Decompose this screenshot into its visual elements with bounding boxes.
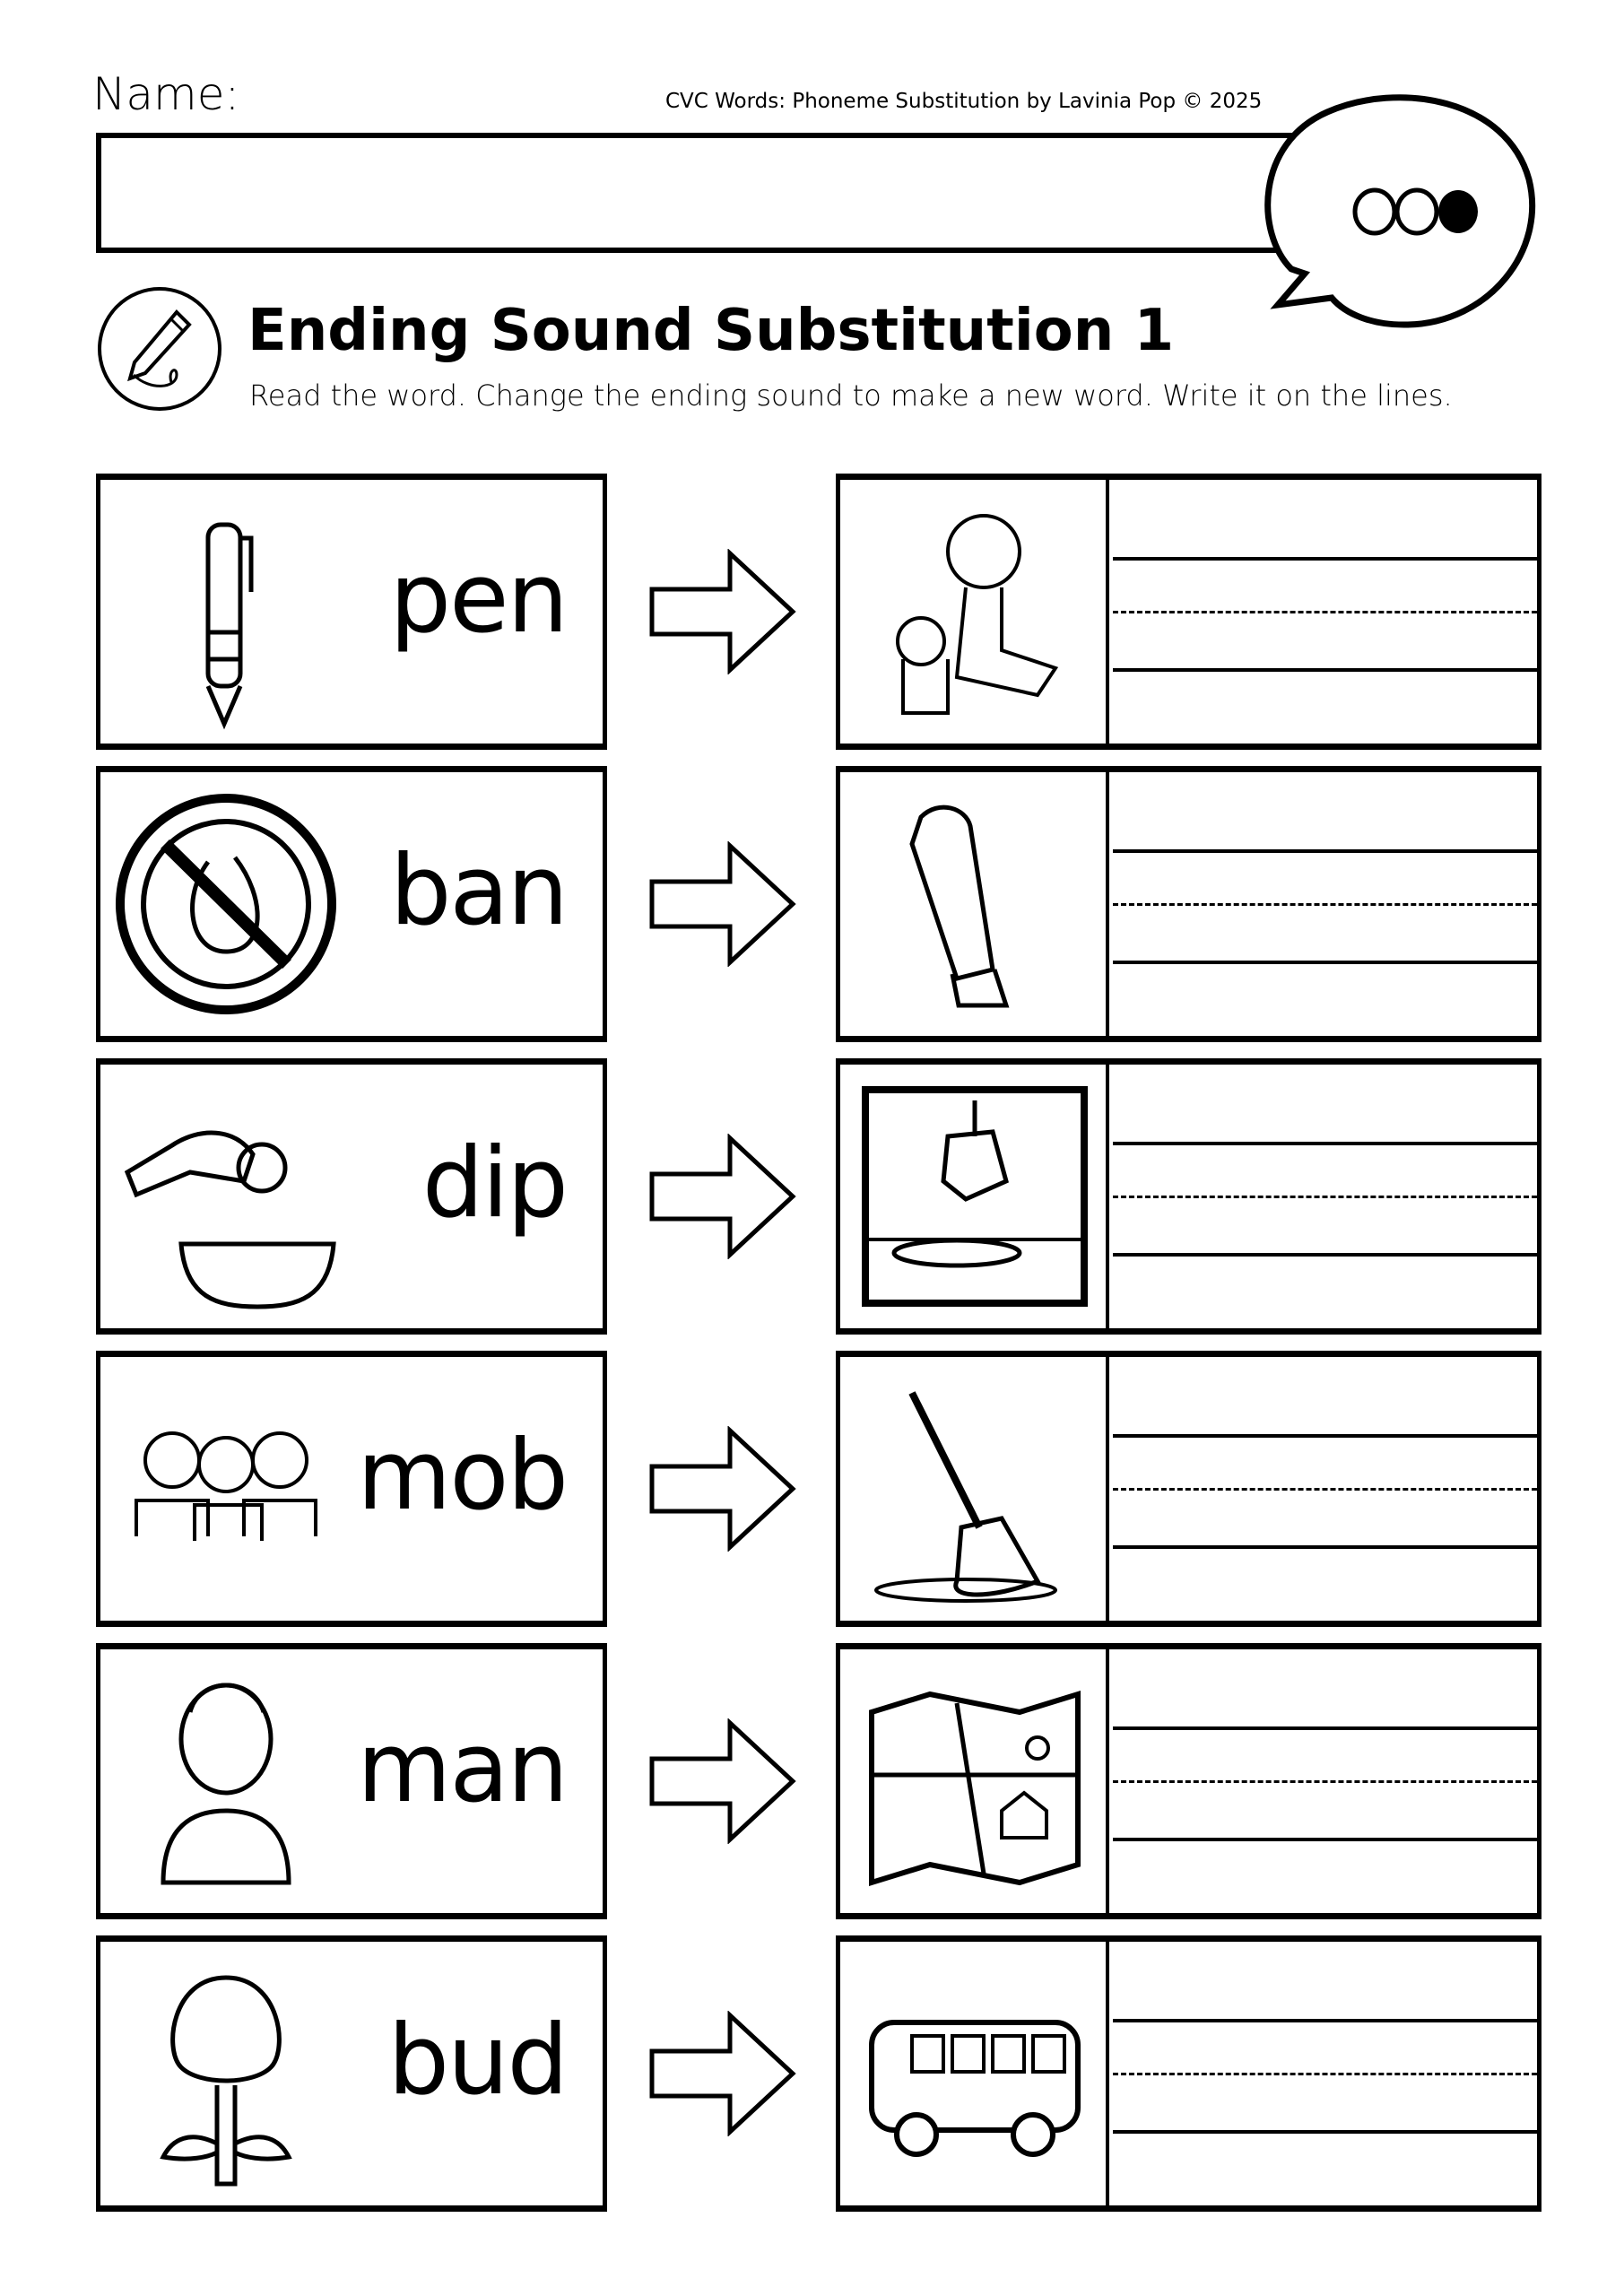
- arrow-right-icon: [649, 841, 798, 967]
- base-line: [1113, 961, 1537, 964]
- handwriting-lines-input[interactable]: [1113, 1357, 1537, 1621]
- top-line: [1113, 2019, 1537, 2022]
- map-icon: [858, 1667, 1091, 1895]
- handwriting-lines-input[interactable]: [1113, 772, 1537, 1036]
- handwriting-lines-input[interactable]: [1113, 1942, 1537, 2205]
- word-card: [96, 1058, 607, 1335]
- arrow-right-icon: [649, 549, 798, 674]
- answer-picture: [840, 772, 1109, 1036]
- girl-with-cat-icon: [858, 498, 1091, 726]
- pen-icon: [109, 489, 343, 735]
- cvc-word: ban: [389, 835, 567, 947]
- man-icon: [109, 1658, 343, 1904]
- pencil-icon: [96, 285, 223, 413]
- word-card: [96, 1935, 607, 2212]
- mop-icon: [858, 1375, 1091, 1603]
- answer-card: [836, 474, 1541, 750]
- top-line: [1113, 557, 1537, 561]
- name-label: Name:: [92, 68, 240, 120]
- answer-card: [836, 1058, 1541, 1335]
- base-line: [1113, 668, 1537, 672]
- top-line: [1113, 1434, 1537, 1438]
- handwriting-lines-input[interactable]: [1113, 1649, 1537, 1913]
- midline-dashed: [1113, 611, 1537, 613]
- midline-dashed: [1113, 1488, 1537, 1491]
- answer-card: [836, 766, 1541, 1042]
- word-card: [96, 1351, 607, 1627]
- word-card: [96, 474, 607, 750]
- name-input[interactable]: [96, 133, 1307, 253]
- cvc-word: mob: [357, 1420, 567, 1532]
- handwriting-lines-input[interactable]: [1113, 1065, 1537, 1328]
- answer-card: [836, 1351, 1541, 1627]
- cvc-word: pen: [389, 543, 567, 655]
- base-line: [1113, 1253, 1537, 1257]
- answer-card: [836, 1643, 1541, 1919]
- credit-text: CVC Words: Phoneme Substitution by Lavinia Pop © 2025: [665, 90, 1263, 113]
- dig-shovel-icon: [858, 1083, 1091, 1310]
- dipping-cookie-icon: [109, 1074, 343, 1319]
- arrow-right-icon: [649, 1718, 798, 1844]
- answer-picture: [840, 1065, 1109, 1328]
- arrow-right-icon: [649, 1134, 798, 1259]
- top-line: [1113, 1142, 1537, 1145]
- answer-card: [836, 1935, 1541, 2212]
- arrow-right-icon: [649, 1426, 798, 1552]
- worksheet-title: Ending Sound Substitution 1: [248, 298, 1175, 364]
- word-card: [96, 766, 607, 1042]
- word-card: [96, 1643, 607, 1919]
- cvc-word: man: [357, 1712, 567, 1824]
- base-line: [1113, 1545, 1537, 1549]
- base-line: [1113, 2130, 1537, 2134]
- instructions: Read the word. Change the ending sound to make a new word. Write it on the lines.: [249, 378, 1453, 413]
- midline-dashed: [1113, 903, 1537, 906]
- cvc-word: dip: [421, 1127, 567, 1239]
- arrow-right-icon: [649, 2011, 798, 2136]
- answer-picture: [840, 1649, 1109, 1913]
- flower-bud-icon: [109, 1951, 343, 2196]
- top-line: [1113, 849, 1537, 853]
- bus-icon: [858, 1960, 1091, 2187]
- midline-dashed: [1113, 2073, 1537, 2075]
- speech-bubble-level-icon: [1238, 90, 1542, 341]
- handwriting-lines-input[interactable]: [1113, 480, 1537, 744]
- baseball-bat-icon: [858, 790, 1091, 1018]
- midline-dashed: [1113, 1780, 1537, 1783]
- answer-picture: [840, 480, 1109, 744]
- ban-sign-icon: [109, 781, 343, 1027]
- top-line: [1113, 1726, 1537, 1730]
- cvc-word: bud: [387, 2005, 567, 2117]
- answer-picture: [840, 1357, 1109, 1621]
- answer-picture: [840, 1942, 1109, 2205]
- base-line: [1113, 1838, 1537, 1841]
- group-of-kids-icon: [109, 1366, 343, 1612]
- midline-dashed: [1113, 1196, 1537, 1198]
